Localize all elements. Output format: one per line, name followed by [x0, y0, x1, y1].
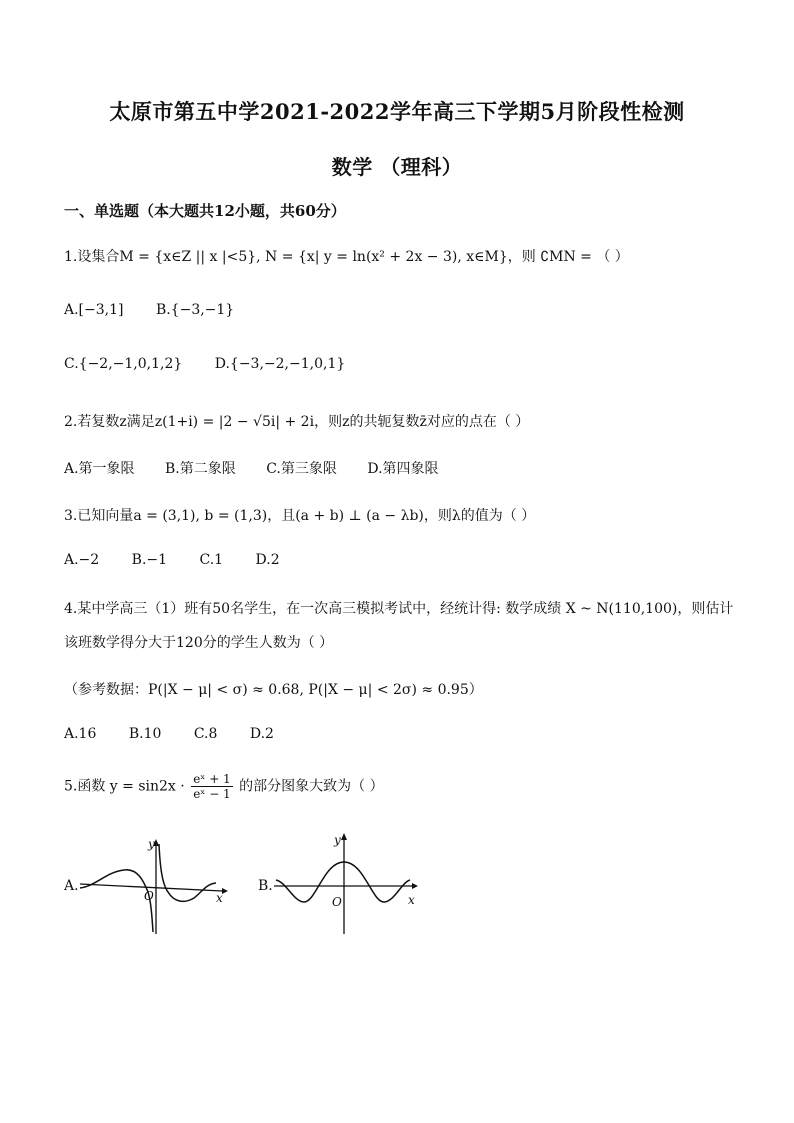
question-4-option-b: B.10	[128, 726, 162, 742]
question-2-option-a: A.第一象限	[64, 461, 135, 477]
question-5-stem	[64, 772, 384, 801]
section-heading: 一、单选题（本大题共12小题，共60分）	[64, 202, 346, 220]
question-1-option-b: B.{−3,−1}	[155, 302, 235, 318]
question-2-stem: 2.若复数z满足z(1+i) = |2 − √5i| + 2i，则z的共轭复数z̄对应的点在（ ）	[64, 414, 530, 430]
question-5-fraction-numerator: eˣ + 1	[193, 772, 231, 786]
question-5-stem-suffix: 的部分图象大致为（ ）	[239, 778, 384, 795]
graph-b-x-arrow	[412, 883, 418, 889]
question-2-options	[64, 458, 439, 478]
question-3-option-c: C.1	[199, 552, 224, 568]
page-subtitle: 数学 （理科）	[331, 155, 463, 179]
question-4-stem-line-2: 该班数学得分大于120分的学生人数为（ ）	[64, 635, 334, 651]
question-5-option-b-label: B.	[258, 878, 273, 894]
question-1-options-row2	[64, 356, 345, 372]
question-1-option-c: C.{−2,−1,0,1,2}	[64, 356, 183, 372]
question-5-option-a-label: A.	[64, 878, 79, 894]
graph-a-origin-label: O	[144, 889, 154, 903]
graph-b-x-label: x	[408, 893, 415, 907]
question-1-stem: 1.设集合M = {x∈Z || x |<5}, N = {x| y = ln(x² + 2x − 3), x∈M}，则 ∁MN = （ ）	[64, 249, 629, 265]
question-2-option-d: D.第四象限	[367, 461, 439, 477]
question-4-stem-line-1: 4.某中学高三（1）班有50名学生，在一次高三模拟考试中，经统计得: 数学成绩 X ~ N(110,100)，则估计	[64, 601, 734, 617]
question-4-option-d: D.2	[249, 726, 274, 742]
question-3-stem: 3.已知向量a = (3,1), b = (1,3)，且(a + b) ⊥ (a − λb)，则λ的值为（ ）	[64, 508, 536, 524]
question-2-option-b: B.第二象限	[165, 461, 236, 477]
question-4-option-a: A.16	[64, 726, 97, 742]
question-3-option-b: B.−1	[131, 552, 168, 568]
graph-a-x-label: x	[216, 891, 223, 905]
question-3-options	[64, 552, 280, 568]
graph-b-curve	[276, 862, 410, 902]
question-3-option-a: A.−2	[64, 552, 100, 568]
question-4-option-c: C.8	[193, 726, 218, 742]
graph-a-curve-right	[159, 844, 216, 901]
graph-b-origin-label: O	[332, 895, 342, 909]
question-5-fraction-denominator: eˣ − 1	[193, 787, 231, 801]
question-2-option-c: C.第三象限	[266, 461, 337, 477]
question-3-option-d: D.2	[255, 552, 280, 568]
question-1-option-a: A.[−3,1]	[64, 302, 124, 318]
page-title: 太原市第五中学2021-2022学年高三下学期5月阶段性检测	[109, 99, 685, 124]
question-1-option-d: D.{−3,−2,−1,0,1}	[214, 356, 346, 372]
question-4-reference-note: （参考数据：P(|X − μ| < σ) ≈ 0.68, P(|X − μ| < 2σ) ≈ 0.95）	[64, 682, 483, 698]
question-5-stem-prefix: 5.函数 y = sin2x ·	[64, 778, 185, 795]
graph-b-y-label: y	[334, 833, 341, 847]
graph-a-curve-left	[80, 870, 153, 932]
graph-a-x-arrow	[222, 888, 228, 894]
question-5-graph-b	[272, 830, 432, 936]
question-5-fraction	[191, 772, 233, 801]
question-4-options	[64, 726, 274, 742]
question-5-graph-a	[76, 836, 236, 936]
question-1-options-row1	[64, 302, 234, 318]
graph-b-y-arrow	[341, 833, 347, 840]
graph-a-y-label: y	[148, 837, 155, 851]
